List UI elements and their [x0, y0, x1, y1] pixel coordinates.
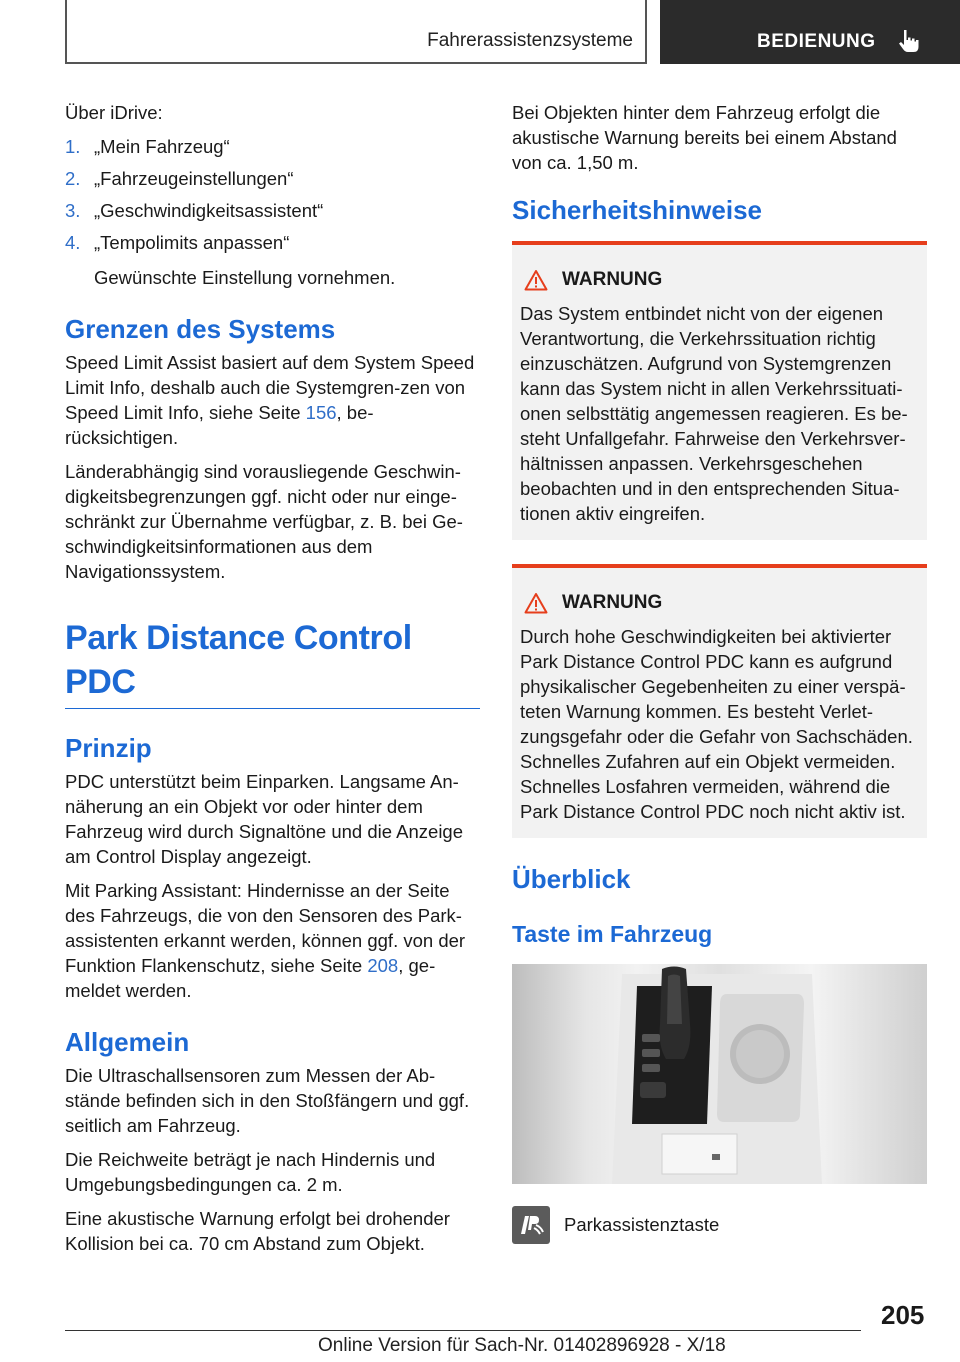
- text-span: , ge-meldet werden.: [65, 955, 436, 1001]
- warning-box-1: [512, 241, 927, 540]
- warning-label: WARNUNG: [562, 269, 663, 290]
- section-title-safety: Sicherheitshinweise: [512, 195, 762, 225]
- allgemein-paragraph-2: Die Reichweite beträgt je nach Hindernis und Umgebungsbedingungen ca. 2 m.: [65, 1149, 436, 1195]
- page-link-208[interactable]: 208: [367, 955, 399, 976]
- warning-triangle-icon: [524, 269, 548, 291]
- warning-header: [520, 269, 919, 291]
- section-title-overview: Überblick: [512, 864, 631, 894]
- step-number: 3.: [65, 200, 81, 221]
- warning-header: [520, 592, 919, 614]
- step-text: „Mein Fahrzeug“: [94, 136, 230, 157]
- center-console-photo: [512, 964, 927, 1184]
- list-item: [65, 166, 480, 191]
- center-console-illustration: [512, 964, 927, 1184]
- limits-paragraph-1: [65, 350, 480, 450]
- legend-row: [512, 1206, 927, 1244]
- section-title-allgemein: Allgemein: [65, 1027, 190, 1057]
- limits-paragraph-2: Länderabhängig sind vorausliegende Geschwin-digkeitsbegrenzungen ggf. nicht oder nur einge-schränkt zur Übernahme verfügbar, z. B. bei Ge-schwindigkeitsinformationen aus dem Navigationssystem.: [65, 461, 463, 582]
- allgemein-paragraph-3: Eine akustische Warnung erfolgt bei drohender Kollision bei ca. 70 cm Abstand zum Objekt.: [65, 1208, 450, 1254]
- header-section-title: Fahrerassistenzsysteme: [427, 30, 633, 51]
- header-chapter-title: BEDIENUNG: [757, 31, 876, 52]
- step-text: „Tempolimits anpassen“: [94, 232, 290, 253]
- hand-pointer-icon: [896, 28, 922, 54]
- step-note: Gewünschte Einstellung vornehmen.: [94, 267, 396, 288]
- step-number: 4.: [65, 232, 81, 253]
- chapter-title: Park Distance Control PDC: [65, 616, 480, 709]
- rear-warning-paragraph: Bei Objekten hinter dem Fahrzeug erfolgt die akustische Warnung bereits bei einem Abstand von ca. 1,50 m.: [512, 102, 897, 173]
- page-number: 205: [881, 1300, 925, 1330]
- prinzip-paragraph-2: [65, 878, 480, 1003]
- step-number: 1.: [65, 136, 81, 157]
- step-number: 2.: [65, 168, 81, 189]
- list-item: [65, 198, 480, 223]
- text-span: Speed Limit Assist basiert auf dem System Speed Limit Info, deshalb auch die Systemgren-zen von Speed Limit Info, siehe Seite: [65, 352, 475, 423]
- button-caption: Parkassistenztaste: [564, 1214, 720, 1235]
- warning-text: Das System entbindet nicht von der eigenen Verantwortung, die Verkehrssituation richtig einzuschätzen. Aufgrund von Systemgrenzen kann das System nicht in allen Verkehrssituati-onen selbsttätig angemessen reagieren. Es be-steht Unfallgefahr. Fahrweise den Verkehrsver-hältnissen anpassen. Verkehrsgeschehen beobachten und in den entsprechenden Situa-tionen aktiv eingreifen.: [520, 303, 908, 524]
- section-title-limits: Grenzen des Systems: [65, 314, 336, 344]
- right-column: [512, 100, 927, 1244]
- warning-label: WARNUNG: [562, 592, 663, 613]
- step-text: „Geschwindigkeitsassistent“: [94, 200, 324, 221]
- park-assist-button-icon: [512, 1206, 550, 1244]
- header-chapter-box: [660, 0, 960, 64]
- footer-version: Online Version für Sach-Nr. 01402896928 - X/18: [318, 1335, 726, 1356]
- list-item: [65, 230, 480, 255]
- footer-divider: [65, 1330, 861, 1331]
- header-section-box: [65, 0, 647, 64]
- warning-box-2: [512, 564, 927, 838]
- idrive-intro: Über iDrive:: [65, 102, 163, 123]
- prinzip-paragraph-1: PDC unterstützt beim Einparken. Langsame An-näherung an ein Objekt vor oder hinter dem Fahrzeug wird durch Signaltöne und die Anzeige am Control Display angezeigt.: [65, 771, 464, 867]
- allgemein-paragraph-1: Die Ultraschallsensoren zum Messen der Ab-stände befinden sich in den Stoßfängern und ggf. seitlich am Fahrzeug.: [65, 1065, 470, 1136]
- subsection-title-button: Taste im Fahrzeug: [512, 921, 713, 947]
- text-span: Mit Parking Assistant: Hindernisse an der Seite des Fahrzeugs, die von den Sensoren des Park-assistenten erkannt werden, können ggf. von der Funktion Flankenschutz, siehe Seite: [65, 880, 466, 976]
- warning-text: Durch hohe Geschwindigkeiten bei aktivierter Park Distance Control PDC kann es aufgrund physikalischer Gegebenheiten zu einer verspä-teten Warnung kommen. Es besteht Verlet-zungsgefahr oder die Gefahr von Sachschäden. Schnelles Zufahren auf ein Objekt vermeiden. Schnelles Losfahren vermeiden, während die Park Distance Control PDC noch nicht aktiv ist.: [520, 626, 913, 822]
- page-link-156[interactable]: 156: [305, 402, 337, 423]
- text-span: , be-rücksichtigen.: [65, 402, 374, 448]
- left-column: [65, 100, 480, 1265]
- warning-triangle-icon: [524, 592, 548, 614]
- step-text: „Fahrzeugeinstellungen“: [94, 168, 294, 189]
- section-title-prinzip: Prinzip: [65, 733, 152, 763]
- idrive-steps-list: [65, 134, 480, 255]
- list-item: [65, 134, 480, 159]
